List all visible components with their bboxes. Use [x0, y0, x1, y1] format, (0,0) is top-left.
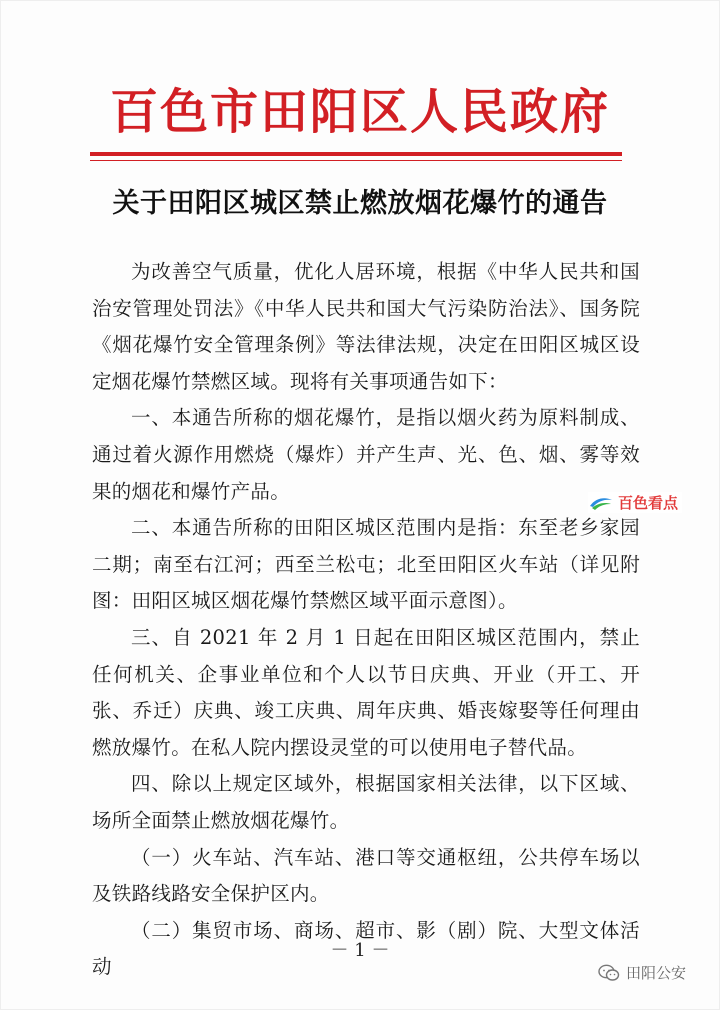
header-rule-thin [90, 160, 622, 161]
watermark-bottom-text: 田阳公安 [626, 964, 687, 982]
org-header: 百色市田阳区人民政府 [109, 84, 610, 140]
header-rule-thick [90, 152, 622, 156]
swoosh-logo-icon [588, 495, 614, 511]
paragraph-item-1: 一、本通告所称的烟花爆竹，是指以烟火药为原料制成、通过着火源作用燃烧（爆炸）并产生声、光、色、烟、雾等效果的烟花和爆竹产品。 [92, 406, 640, 503]
paragraph-item-3: 三、自 2021 年 2 月 1 日起在田阳区城区范围内，禁止任何机关、企事业单位和个人以节日庆典、开业（开工、开张、乔迁）庆典、竣工庆典、周年庆典、婚丧嫁娶等任何理由燃放爆竹。在私人院内摆设灵堂的可以使用电子替代品。 [92, 625, 640, 759]
watermark-middle-text: 百色看点 [618, 494, 679, 512]
notice-title: 关于田阳区城区禁止燃放烟花爆竹的通告 [112, 188, 608, 219]
page-number: － 1 － [330, 940, 390, 961]
paragraph-item-2: 二、本通告所称的田阳区城区范围内是指：东至老乡家园二期；南至右江河；西至兰松屯；北至田阳区火车站（详见附图：田阳区城区烟花爆竹禁燃区域平面示意图）。 [92, 516, 640, 613]
paragraph-item-4: 四、除以上规定区域外，根据国家相关法律，以下区域、场所全面禁止燃放烟花爆竹。 [92, 772, 640, 832]
watermark-wechat-account [598, 962, 686, 983]
notice-body [92, 254, 640, 986]
wechat-icon [598, 964, 620, 982]
paragraph-intro: 为改善空气质量，优化人居环境，根据《中华人民共和国治安管理处罚法》《中华人民共和国大气污染防治法》、国务院《烟花爆竹安全管理条例》等法律法规，决定在田阳区城区设定烟花爆竹禁燃区域。现将有关事项通告如下： [92, 260, 640, 393]
watermark-baise-kandian [588, 492, 682, 513]
paragraph-subitem-2: （二）集贸市场、商场、超市、影（剧）院、大型文体活动 [92, 918, 640, 979]
paragraph-subitem-1: （一）火车站、汽车站、港口等交通枢纽，公共停车场以及铁路线路安全保护区内。 [92, 845, 640, 906]
